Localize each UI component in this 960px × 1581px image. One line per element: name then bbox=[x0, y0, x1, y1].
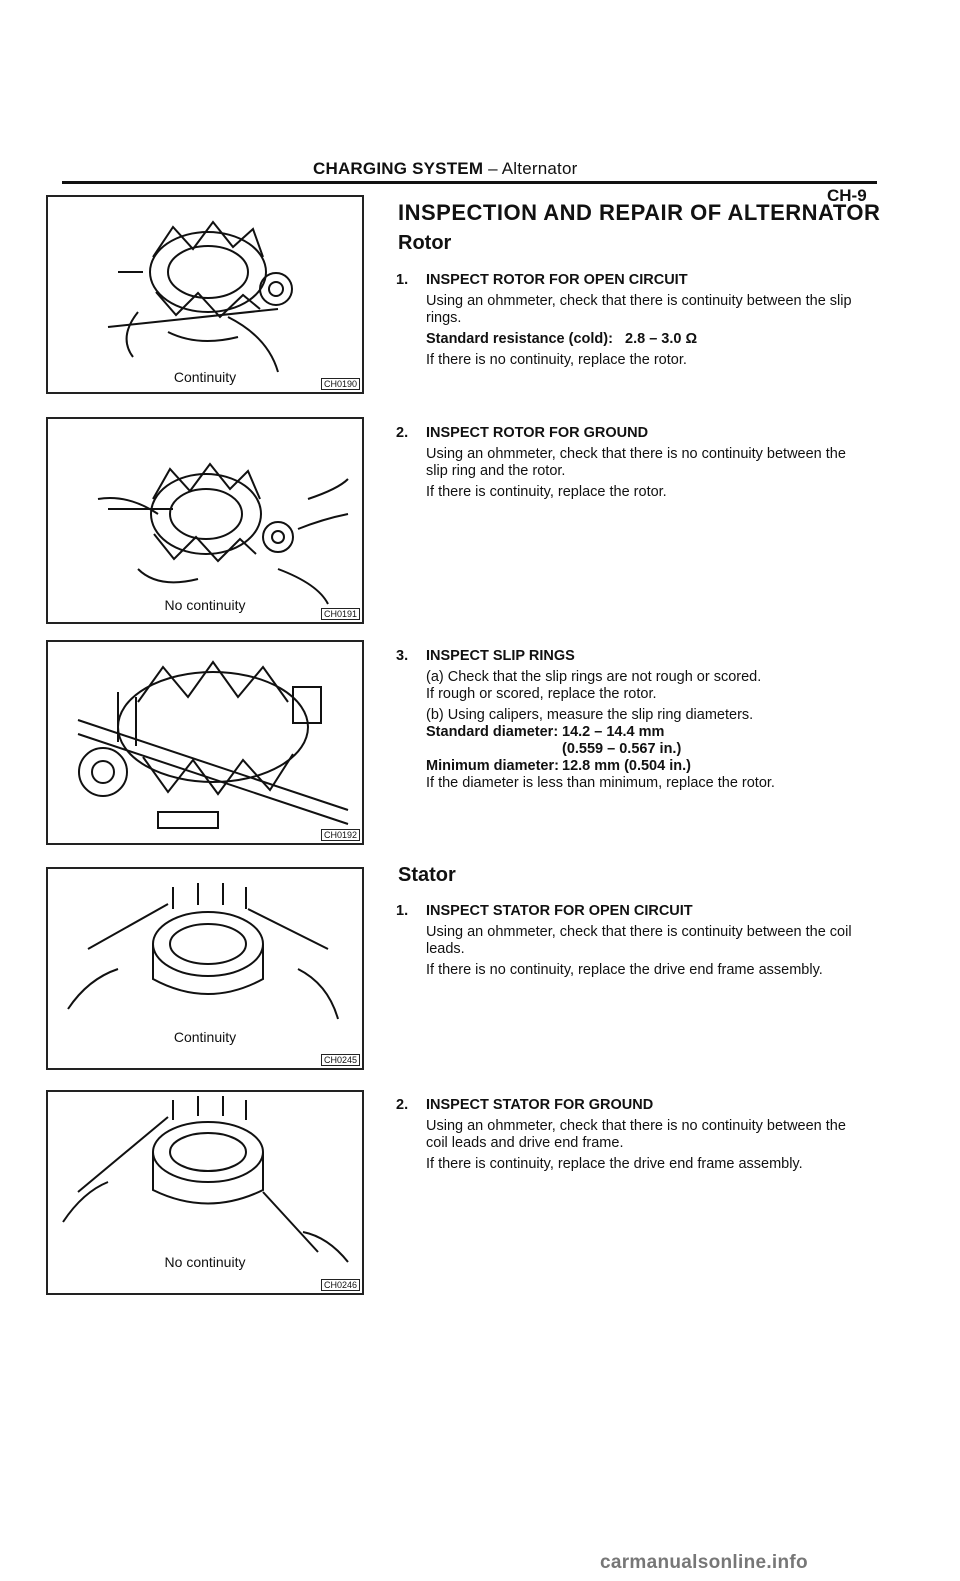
step-heading: INSPECT ROTOR FOR OPEN CIRCUIT bbox=[426, 272, 688, 288]
step-number: 2. bbox=[396, 1097, 409, 1113]
rotor-step-1 bbox=[398, 272, 868, 392]
rotor-continuity-illustration bbox=[48, 197, 362, 392]
calipers-illustration bbox=[48, 642, 362, 845]
step-text: Using an ohmmeter, check that there is no continuity between the slip ring and the rotor. bbox=[426, 446, 846, 479]
rotor-step-3 bbox=[398, 648, 868, 848]
step-text: If there is no continuity, replace the rotor. bbox=[426, 352, 687, 368]
header-rule bbox=[62, 181, 877, 184]
figure-stator-no-continuity bbox=[46, 1090, 364, 1295]
rotor-heading: Rotor bbox=[398, 232, 452, 254]
spec-value: 14.2 – 14.4 mm bbox=[562, 724, 665, 740]
standard-diameter-spec bbox=[426, 724, 868, 741]
figure-caption: Continuity bbox=[173, 369, 237, 385]
header-title bbox=[313, 159, 577, 179]
step-number: 2. bbox=[396, 425, 409, 441]
step-heading: INSPECT STATOR FOR GROUND bbox=[426, 1097, 654, 1113]
step-body bbox=[426, 446, 868, 505]
figure-caption: No continuity bbox=[164, 1254, 246, 1270]
minimum-diameter-spec bbox=[426, 758, 868, 775]
header-title-main: CHARGING SYSTEM bbox=[313, 159, 484, 178]
spec-label: Standard diameter: bbox=[426, 724, 559, 740]
step-text: If the diameter is less than minimum, replace the rotor. bbox=[426, 775, 775, 791]
stator-step-1 bbox=[398, 903, 868, 1023]
standard-diameter-spec-inch bbox=[426, 741, 868, 758]
figure-stator-continuity bbox=[46, 867, 364, 1070]
figure-slip-rings bbox=[46, 640, 364, 845]
step-body bbox=[426, 924, 868, 983]
step-heading: INSPECT STATOR FOR OPEN CIRCUIT bbox=[426, 903, 693, 919]
footer-watermark: carmanualsonline.info bbox=[600, 1552, 808, 1573]
figure-rotor-continuity bbox=[46, 195, 364, 394]
figure-code: CH0192 bbox=[321, 829, 360, 841]
spec-label: Standard resistance (cold): bbox=[426, 331, 613, 347]
figure-code: CH0190 bbox=[321, 378, 360, 390]
step-body bbox=[426, 669, 868, 796]
figure-caption: No continuity bbox=[164, 597, 246, 613]
figure-caption: Continuity bbox=[173, 1029, 237, 1045]
step-text: Using an ohmmeter, check that there is continuity between the coil leads. bbox=[426, 924, 852, 957]
header-title-sub: – Alternator bbox=[488, 159, 578, 178]
step-number: 3. bbox=[396, 648, 409, 664]
stator-step-2 bbox=[398, 1097, 868, 1217]
spec-value: (0.559 – 0.567 in.) bbox=[562, 741, 682, 757]
step-body bbox=[426, 1118, 868, 1177]
step-number: 1. bbox=[396, 903, 409, 919]
rotor-step-2 bbox=[398, 425, 868, 525]
spec-label: Minimum diameter: bbox=[426, 758, 559, 774]
step-heading: INSPECT SLIP RINGS bbox=[426, 648, 575, 664]
step-text: If there is continuity, replace the rotor. bbox=[426, 484, 667, 500]
spec-value: 12.8 mm (0.504 in.) bbox=[562, 758, 691, 774]
figure-rotor-no-continuity bbox=[46, 417, 364, 624]
step-heading: INSPECT ROTOR FOR GROUND bbox=[426, 425, 649, 441]
spec-value: 2.8 – 3.0 Ω bbox=[625, 331, 698, 347]
step-text: Using an ohmmeter, check that there is continuity between the slip rings. bbox=[426, 293, 852, 326]
rotor-ground-illustration bbox=[48, 419, 362, 624]
section-title: INSPECTION AND REPAIR OF ALTERNATOR bbox=[398, 200, 881, 225]
step-text: If rough or scored, replace the rotor. bbox=[426, 686, 657, 702]
step-text: (a) Check that the slip rings are not rough or scored. bbox=[426, 669, 762, 685]
page-code: CH-9 bbox=[827, 186, 867, 205]
step-spec bbox=[426, 331, 868, 348]
stator-heading: Stator bbox=[398, 864, 456, 886]
step-text: If there is no continuity, replace the drive end frame assembly. bbox=[426, 962, 823, 978]
step-text: (b) Using calipers, measure the slip ring diameters. bbox=[426, 707, 754, 723]
step-body bbox=[426, 293, 868, 373]
step-text: If there is continuity, replace the drive end frame assembly. bbox=[426, 1156, 803, 1172]
figure-code: CH0191 bbox=[321, 608, 360, 620]
step-text: Using an ohmmeter, check that there is no continuity between the coil leads and drive end frame. bbox=[426, 1118, 846, 1151]
figure-code: CH0245 bbox=[321, 1054, 360, 1066]
step-number: 1. bbox=[396, 272, 409, 288]
figure-code: CH0246 bbox=[321, 1279, 360, 1291]
